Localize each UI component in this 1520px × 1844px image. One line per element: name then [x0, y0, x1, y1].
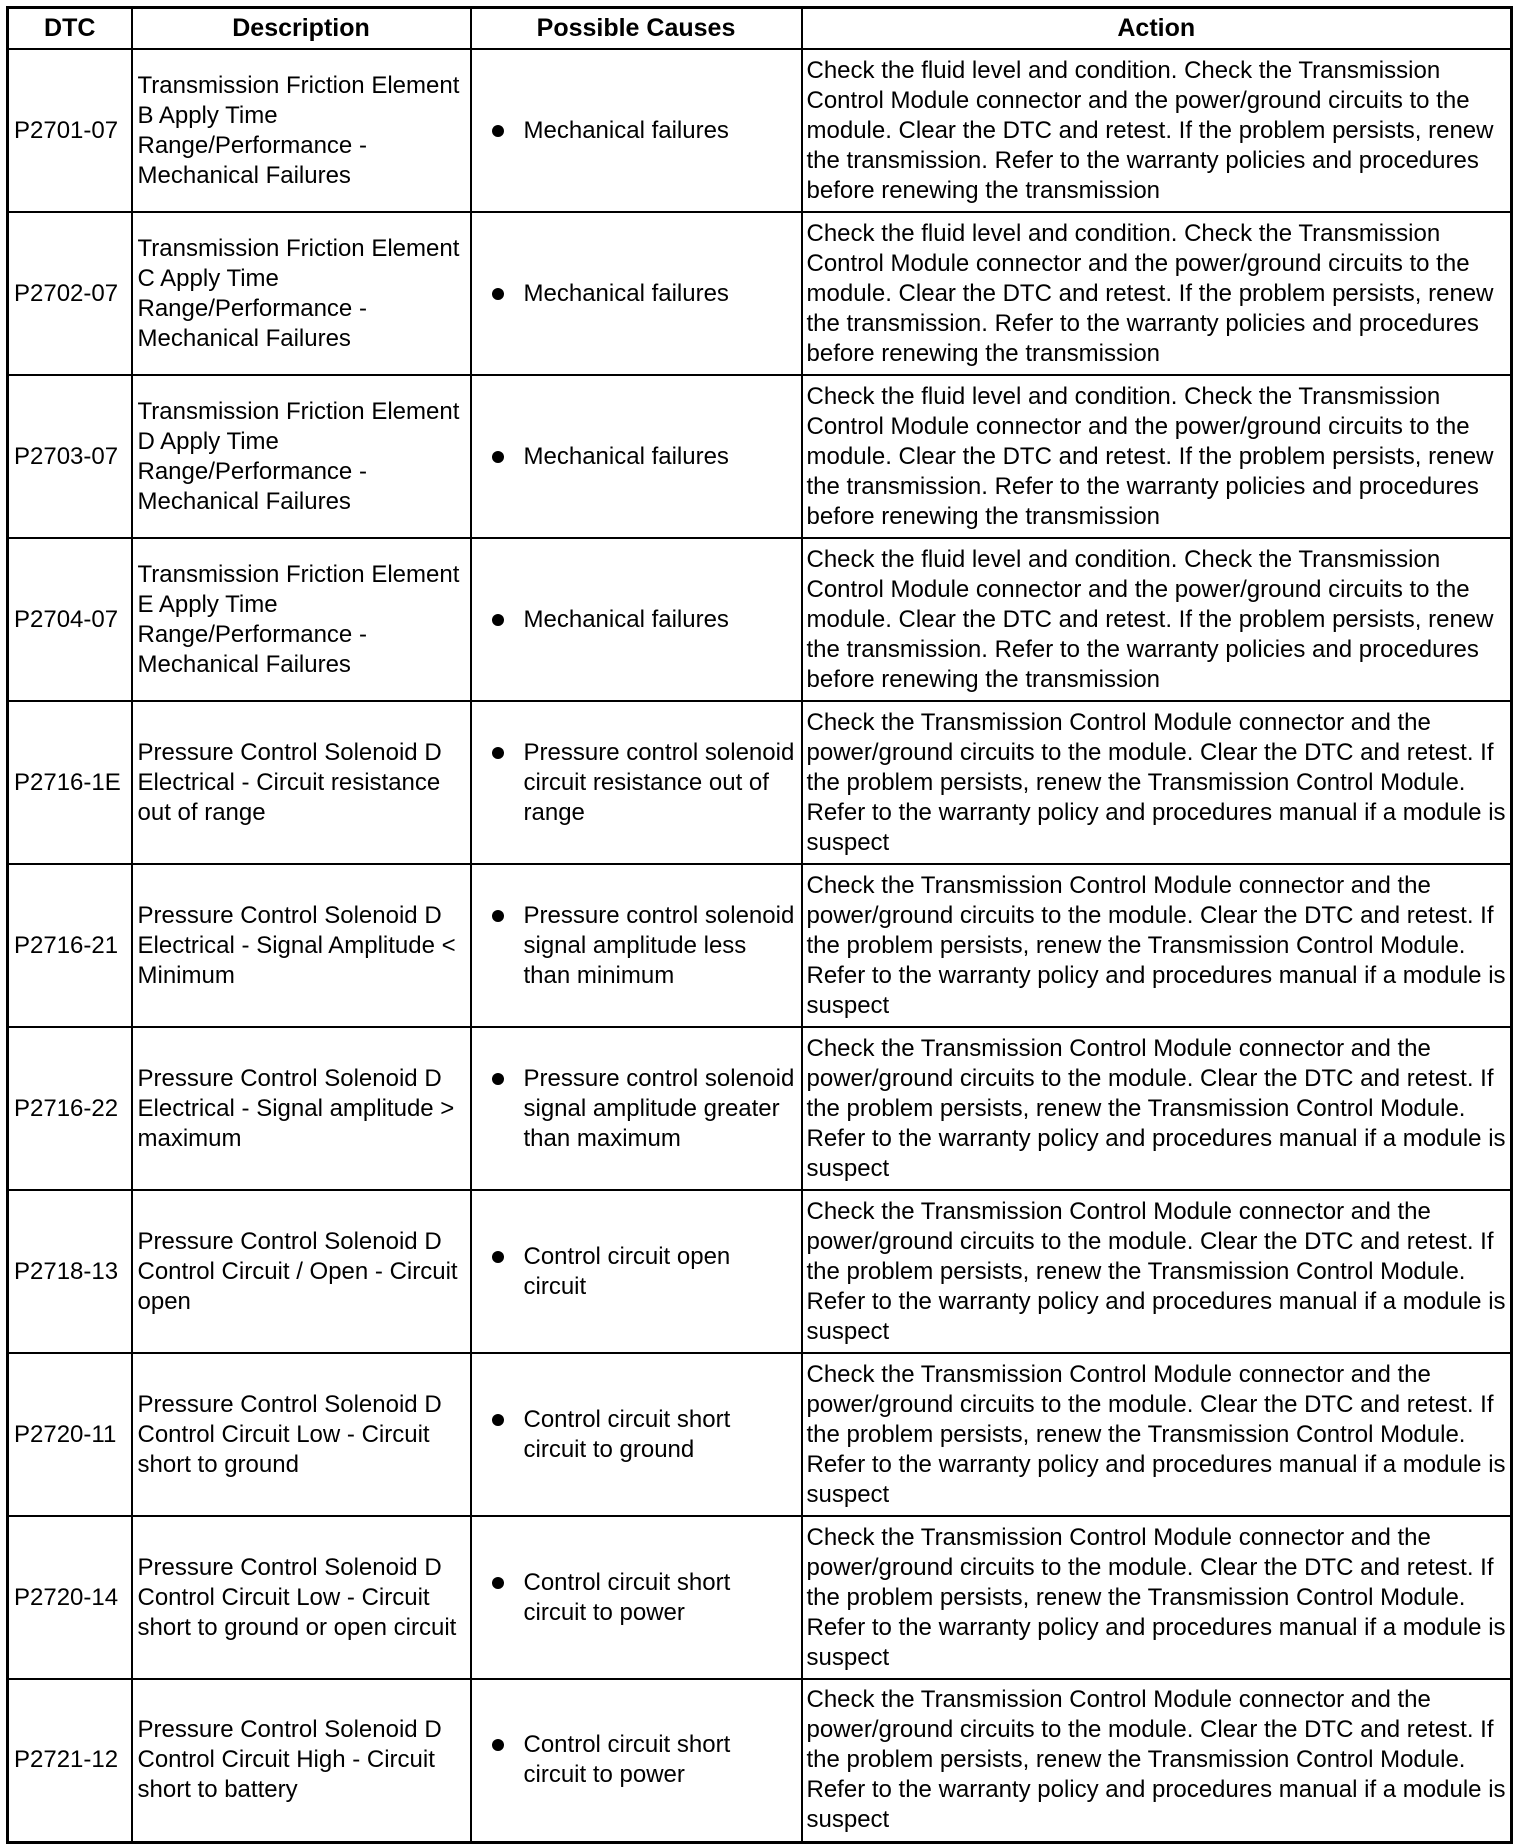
action-cell: Check the fluid level and condition. Check the Transmission Control Module connector and the power/ground circuits to the module. Clear the DTC and retest. If the problem persists, renew the transmission. Refer to the warranty policies and procedures before renewing the transmission — [802, 375, 1512, 538]
cause-bullet-item — [492, 901, 795, 991]
table-row — [8, 1027, 1512, 1190]
cause-bullet-item — [492, 1405, 795, 1465]
action-cell: Check the Transmission Control Module connector and the power/ground circuits to the module. Clear the DTC and retest. If the problem persists, renew the Transmission Control Module. Refer to the warranty policy and procedures manual if a module is suspect — [802, 1516, 1512, 1679]
cause-text: Mechanical failures — [523, 605, 729, 633]
description-cell: Pressure Control Solenoid D Control Circuit Low - Circuit short to ground — [132, 1353, 471, 1516]
possible-causes-cell — [471, 212, 802, 375]
header-dtc: DTC — [8, 8, 132, 50]
cause-text: Pressure control solenoid signal amplitude greater than maximum — [523, 1064, 795, 1152]
possible-causes-cell — [471, 1190, 802, 1353]
dtc-code-cell: P2702-07 — [8, 212, 132, 375]
dtc-code-cell: P2701-07 — [8, 49, 132, 212]
action-cell: Check the Transmission Control Module connector and the power/ground circuits to the module. Clear the DTC and retest. If the problem persists, renew the Transmission Control Module. Refer to the warranty policy and procedures manual if a module is suspect — [802, 1027, 1512, 1190]
description-cell: Pressure Control Solenoid D Electrical - Circuit resistance out of range — [132, 701, 471, 864]
dtc-code-cell: P2716-1E — [8, 701, 132, 864]
action-cell: Check the Transmission Control Module connector and the power/ground circuits to the module. Clear the DTC and retest. If the problem persists, renew the Transmission Control Module. Refer to the warranty policy and procedures manual if a module is suspect — [802, 1679, 1512, 1842]
dtc-code-cell: P2716-21 — [8, 864, 132, 1027]
dtc-code-cell: P2720-14 — [8, 1516, 132, 1679]
table-row — [8, 1353, 1512, 1516]
possible-causes-cell — [471, 1516, 802, 1679]
cause-bullet-item — [492, 1064, 795, 1154]
description-cell: Pressure Control Solenoid D Control Circuit Low - Circuit short to ground or open circuit — [132, 1516, 471, 1679]
description-cell: Pressure Control Solenoid D Control Circuit High - Circuit short to battery — [132, 1679, 471, 1842]
dtc-code-cell: P2704-07 — [8, 538, 132, 701]
description-cell: Pressure Control Solenoid D Electrical - Signal Amplitude < Minimum — [132, 864, 471, 1027]
cause-text: Mechanical failures — [523, 279, 729, 307]
bullet-icon — [492, 1577, 504, 1589]
cause-bullet-item — [492, 738, 795, 828]
description-cell: Pressure Control Solenoid D Electrical - Signal amplitude > maximum — [132, 1027, 471, 1190]
description-cell: Pressure Control Solenoid D Control Circuit / Open - Circuit open — [132, 1190, 471, 1353]
possible-causes-cell — [471, 1027, 802, 1190]
header-description: Description — [132, 8, 471, 50]
table-row — [8, 1516, 1512, 1679]
possible-causes-cell — [471, 1679, 802, 1842]
table-header-row — [8, 8, 1512, 50]
bullet-icon — [492, 1739, 504, 1751]
cause-bullet-item — [492, 605, 795, 635]
table-row — [8, 1190, 1512, 1353]
description-cell: Transmission Friction Element B Apply Time Range/Performance - Mechanical Failures — [132, 49, 471, 212]
possible-causes-cell — [471, 1353, 802, 1516]
dtc-code-cell: P2716-22 — [8, 1027, 132, 1190]
bullet-icon — [492, 125, 504, 137]
bullet-icon — [492, 1251, 504, 1263]
action-cell: Check the fluid level and condition. Check the Transmission Control Module connector and the power/ground circuits to the module. Clear the DTC and retest. If the problem persists, renew the transmission. Refer to the warranty policies and procedures before renewing the transmission — [802, 538, 1512, 701]
cause-bullet-item — [492, 1242, 795, 1302]
possible-causes-cell — [471, 538, 802, 701]
document-page — [6, 6, 1510, 1844]
table-row — [8, 49, 1512, 212]
bullet-icon — [492, 910, 504, 922]
cause-text: Control circuit short circuit to ground — [523, 1405, 731, 1463]
cause-text: Pressure control solenoid circuit resistance out of range — [523, 738, 795, 826]
bullet-icon — [492, 451, 504, 463]
cause-text: Control circuit open circuit — [523, 1242, 731, 1300]
cause-bullet-item — [492, 116, 795, 146]
possible-causes-cell — [471, 864, 802, 1027]
action-cell: Check the Transmission Control Module connector and the power/ground circuits to the module. Clear the DTC and retest. If the problem persists, renew the Transmission Control Module. Refer to the warranty policy and procedures manual if a module is suspect — [802, 701, 1512, 864]
cause-bullet-item — [492, 1568, 795, 1628]
possible-causes-cell — [471, 701, 802, 864]
table-row — [8, 212, 1512, 375]
cause-bullet-item — [492, 1730, 795, 1790]
dtc-code-cell: P2720-11 — [8, 1353, 132, 1516]
dtc-code-cell: P2703-07 — [8, 375, 132, 538]
cause-bullet-item — [492, 442, 795, 472]
bullet-icon — [492, 288, 504, 300]
dtc-code-cell: P2721-12 — [8, 1679, 132, 1842]
table-row — [8, 375, 1512, 538]
bullet-icon — [492, 1414, 504, 1426]
bullet-icon — [492, 747, 504, 759]
action-cell: Check the fluid level and condition. Check the Transmission Control Module connector and the power/ground circuits to the module. Clear the DTC and retest. If the problem persists, renew the transmission. Refer to the warranty policies and procedures before renewing the transmission — [802, 49, 1512, 212]
cause-text: Control circuit short circuit to power — [523, 1731, 731, 1789]
bullet-icon — [492, 614, 504, 626]
dtc-table — [6, 6, 1513, 1844]
bullet-icon — [492, 1073, 504, 1085]
table-row — [8, 1679, 1512, 1842]
action-cell: Check the Transmission Control Module connector and the power/ground circuits to the module. Clear the DTC and retest. If the problem persists, renew the Transmission Control Module. Refer to the warranty policy and procedures manual if a module is suspect — [802, 864, 1512, 1027]
action-cell: Check the Transmission Control Module connector and the power/ground circuits to the module. Clear the DTC and retest. If the problem persists, renew the Transmission Control Module. Refer to the warranty policy and procedures manual if a module is suspect — [802, 1190, 1512, 1353]
description-cell: Transmission Friction Element C Apply Time Range/Performance - Mechanical Failures — [132, 212, 471, 375]
cause-text: Mechanical failures — [523, 116, 729, 144]
cause-text: Control circuit short circuit to power — [523, 1568, 731, 1626]
possible-causes-cell — [471, 49, 802, 212]
header-action: Action — [802, 8, 1512, 50]
action-cell: Check the fluid level and condition. Check the Transmission Control Module connector and the power/ground circuits to the module. Clear the DTC and retest. If the problem persists, renew the transmission. Refer to the warranty policies and procedures before renewing the transmission — [802, 212, 1512, 375]
possible-causes-cell — [471, 375, 802, 538]
header-possible-causes: Possible Causes — [471, 8, 802, 50]
description-cell: Transmission Friction Element D Apply Time Range/Performance - Mechanical Failures — [132, 375, 471, 538]
table-row — [8, 701, 1512, 864]
cause-text: Mechanical failures — [523, 442, 729, 470]
cause-bullet-item — [492, 279, 795, 309]
description-cell: Transmission Friction Element E Apply Time Range/Performance - Mechanical Failures — [132, 538, 471, 701]
cause-text: Pressure control solenoid signal amplitude less than minimum — [523, 901, 795, 989]
dtc-code-cell: P2718-13 — [8, 1190, 132, 1353]
table-row — [8, 538, 1512, 701]
action-cell: Check the Transmission Control Module connector and the power/ground circuits to the module. Clear the DTC and retest. If the problem persists, renew the Transmission Control Module. Refer to the warranty policy and procedures manual if a module is suspect — [802, 1353, 1512, 1516]
table-row — [8, 864, 1512, 1027]
